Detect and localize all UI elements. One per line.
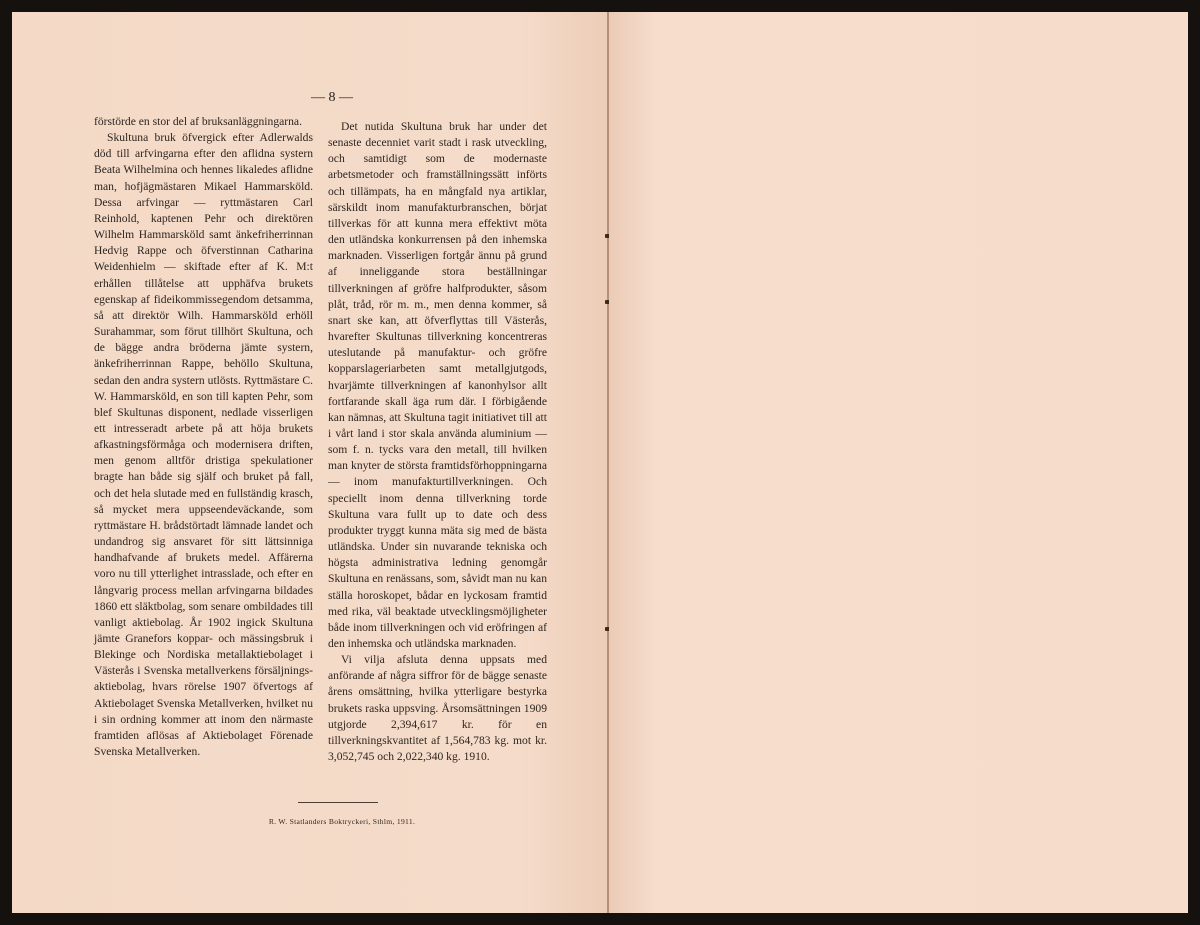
page-number: — 8 — xyxy=(311,90,353,105)
left-text-column xyxy=(94,114,313,760)
right-paragraph-2: Vi vilja afsluta denna uppsats med anförande af några siffror för de bägge senaste årens omsättning, hvilka ytterligare bestyrka brukets raska uppsving. Årsomsättningen 1909 utgjorde 2,394,617 kr. för en tillverkningskvantitet af 1,564,783 kg. mot kr. 3,052,745 och 2,022,340 kg. 1910. xyxy=(328,653,547,764)
printer-imprint: R. W. Statlanders Boktryckeri, Sthlm, 1911. xyxy=(268,817,416,826)
left-paragraph-2: Skultuna bruk öfvergick efter Adlerwalds död till arfvingarna efter den aflidna systern Beata Wilhelmina och hennes likaledes aflidne man, hofjägmästaren Mikael Hammarsköld. Dessa arfvingar — ryttmästaren Carl Reinhold, kaptenen Pehr och direktören Wilhelm Hammarsköld samt änkefriherrinnan Hedvig Rappe och öfverstinnan Catharina Weidenhielm — skiftade efter af K. M:t erhållen tillåtelse att upphäfva brukets egenskap af fideikommissegendom detsamma, så att direktör Wilh. Hammarsköld erhöll Surahammar, som förut tillhört Skultuna, och de bägge andra bröderna jämte systern, änkefriherrinnan Rappe, behöllo Skultuna, sedan den andra systern utlösts. Ryttmästare C. W. Hammarsköld, en son till kapten Pehr, som blef Skultunas disponent, nedlade visserligen ett intresseradt arbete på att höja brukets afkastningsförmåga och modernisera driften, men genom alltför dristiga spekulationer bragte han både sig själf och bruket på fall, och det hela slutade med en fullständig krasch, så mycket mera uppseendeväckande, som ryttmästare H. brådstörtadt lämnade landet och undandrog sig ansvaret för sitt lättsinniga handhafvande af brukets medel. Affärerna voro nu till ytterlighet intrasslade, och efter en långvarig process mellan arfvingarna bildades 1860 ett släktbolag, som senare ombildades till vanligt aktiebolag. År 1902 ingick Skultuna jämte Granefors koppar- och mässingsbruk i Blekinge och Nordiska metallaktiebolaget i Västerås i Svenska metallverkens försäljnings-aktiebolag, hvars rörelse 1907 öfvertogs af Aktiebolaget Svenska Metallverken, hvilket nu i sin ordning kommer att inom den närmaste framtiden aflösas af Aktiebolaget Förenade Svenska Metallverken. xyxy=(94,131,313,759)
left-paragraph-1: förstörde en stor del af bruksanläggningarna. xyxy=(94,115,302,128)
book-spread xyxy=(12,12,1188,913)
right-paragraph-1: Det nutida Skultuna bruk har under det senaste decenniet varit stadt i rask utveckling, och samtidigt som de modernaste arbetsmetoder och framställningssätt införts och tillämpats, ha en mångfald nya artiklar, särskildt inom manufakturbranschen, börjat tillverkas för att kunna mera effektivt möta den utländska konkurrensen på den inhemska marknaden. Visserligen fortgår ännu på grund af inneliggande stora beställningar tillverkningen af gröfre halfprodukter, såsom plåt, tråd, rör m. m., men denna kommer, så snart ske kan, att öfverflyttas till Västerås, hvarefter Skultunas tillverkning koncentreras uteslutande på manufaktur- och gröfre kopparslageriarbeten samt metallgjutgods, hvarjämte tillverkningen af kanonhylsor allt fortfarande skall äga rum där. I förbigående kan nämnas, att Skultuna tagit initiativet till att i vårt land i stor skala använda aluminium — som f. n. tycks vara den metall, till hvilken man knyter de största framtidsförhoppningarna — inom manufakturtillverkningen. Och speciellt inom denna tillverkning torde Skultuna vara fullt up to date och dess produkter tryggt kunna mäta sig med de bästa utländska. Under sin nuvarande tekniska och högsta administrativa ledning genomgår Skultuna en renässans, som, såvidt man nu kan ställa horoskopet, bådar en lyckosam framtid med rika, väl beaktade utvecklingsmöjligheter både inom tillverkningen och vid eröfringen af den inhemska och utländska marknaden. xyxy=(328,120,547,650)
footer-rule xyxy=(298,802,378,803)
right-page-blank xyxy=(609,12,1188,913)
right-text-column xyxy=(328,119,547,765)
left-page xyxy=(12,12,607,913)
